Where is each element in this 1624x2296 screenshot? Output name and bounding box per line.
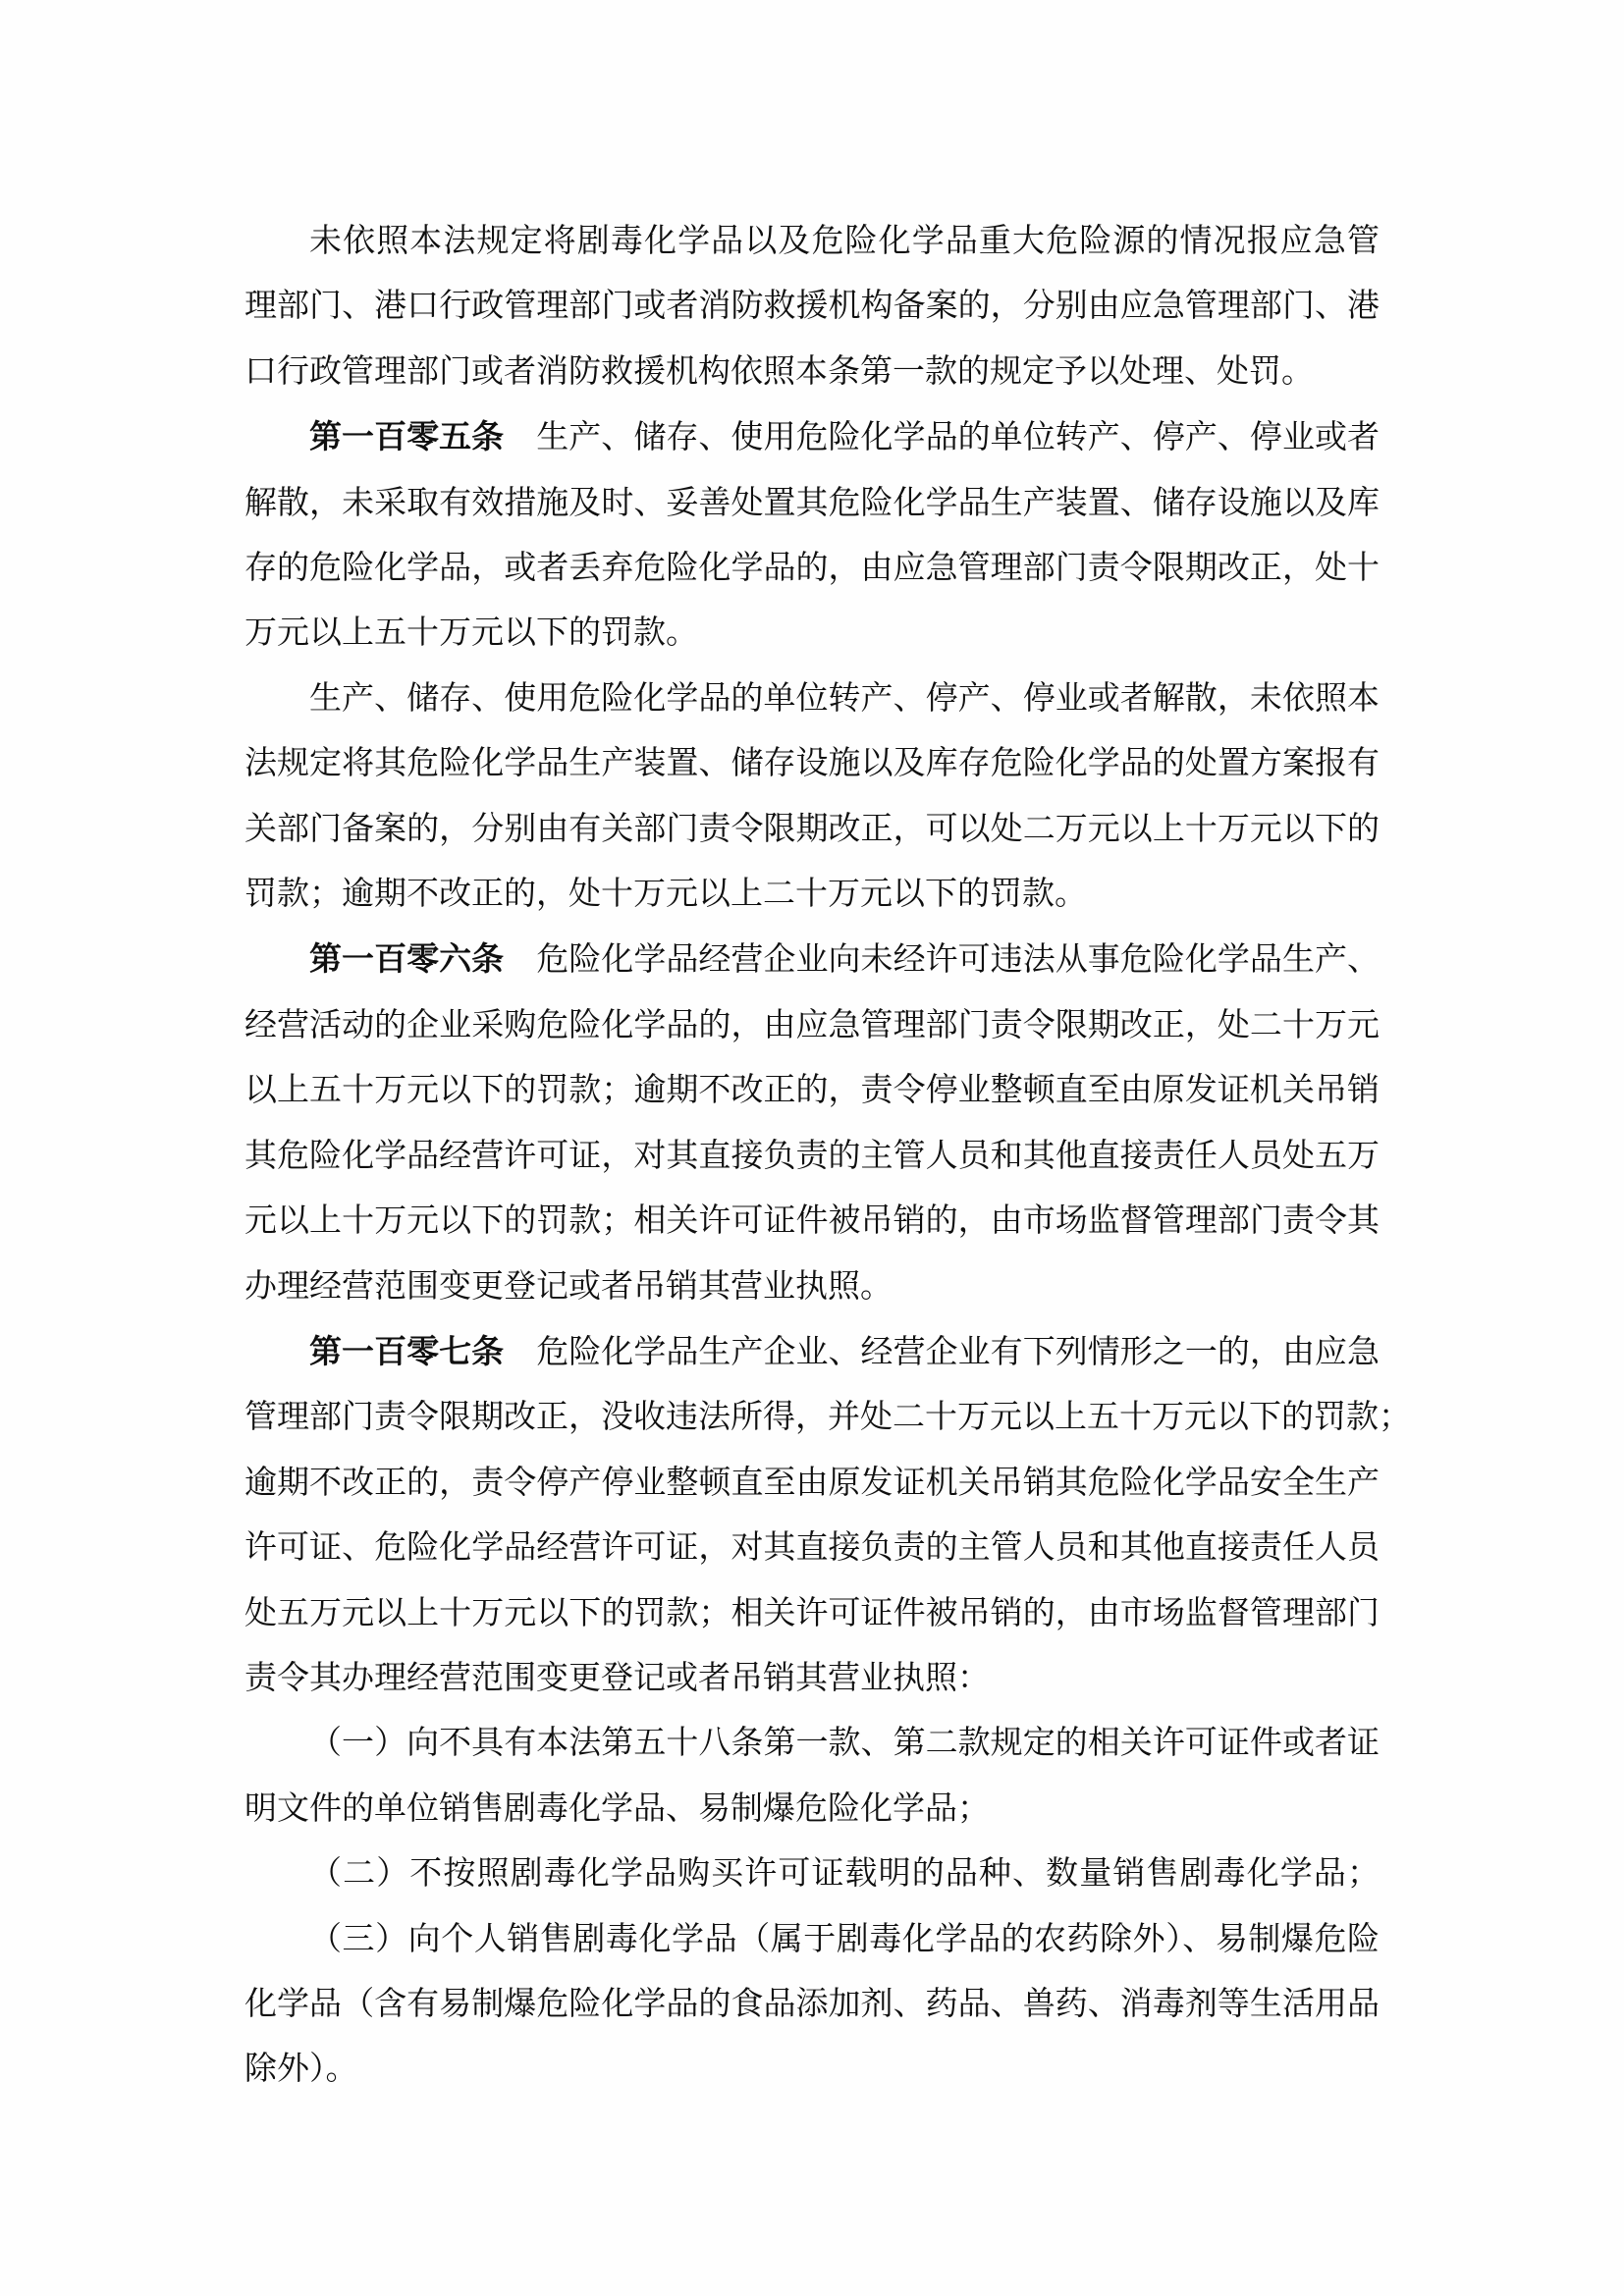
line-text: 理部门、港口行政管理部门或者消防救援机构备案的，分别由应急管理部门、港 (244, 289, 1380, 325)
line-text: 元以上十万元以下的罚款；相关许可证件被吊销的，由市场监督管理部门责令其 (244, 1203, 1380, 1240)
document-line (244, 1189, 1380, 1254)
document-line (244, 797, 1380, 862)
line-text: 逾期不改正的，责令停产停业整顿直至由原发证机关吊销其危险化学品安全生产 (244, 1465, 1380, 1501)
document-line (244, 2037, 1380, 2102)
text-block (244, 209, 1411, 2103)
document-line (244, 731, 1380, 796)
document-line (244, 1907, 1380, 1972)
line-text: 危险化学品经营企业向未经许可违法从事危险化学品生产、 (504, 942, 1380, 979)
line-text: 除外）。 (244, 2052, 358, 2088)
document-line (244, 1972, 1380, 2037)
line-text: 许可证、危险化学品经营许可证，对其直接负责的主管人员和其他直接责任人员 (244, 1530, 1380, 1567)
document-line (244, 340, 1380, 404)
line-text: （一）向不具有本法第五十八条第一款、第二款规定的相关许可证件或者证 (309, 1726, 1380, 1762)
line-text: 关部门备案的，分别由有关部门责令限期改正，可以处二万元以上十万元以下的 (244, 811, 1380, 847)
document-line (244, 1319, 1380, 1385)
line-text: 其危险化学品经营许可证，对其直接负责的主管人员和其他直接责任人员处五万 (244, 1138, 1380, 1174)
document-line (244, 1385, 1411, 1450)
line-text: （二）不按照剧毒化学品购买许可证载明的品种、数量销售剧毒化学品； (309, 1856, 1380, 1893)
line-text: 存的危险化学品，或者丢弃危险化学品的，由应急管理部门责令限期改正，处十 (244, 551, 1380, 587)
line-text: 法规定将其危险化学品生产装置、储存设施以及库存危险化学品的处置方案报有 (244, 746, 1380, 782)
line-text: 明文件的单位销售剧毒化学品、易制爆危险化学品； (244, 1790, 990, 1827)
document-line (244, 1646, 1380, 1711)
document-line (244, 274, 1380, 339)
line-text: 办理经营范围变更登记或者吊销其营业执照。 (244, 1268, 893, 1305)
line-text: 化学品（含有易制爆危险化学品的食品添加剂、药品、兽药、消毒剂等生活用品 (244, 1986, 1380, 2022)
line-text: 罚款；逾期不改正的，处十万元以上二十万元以下的罚款。 (244, 877, 1087, 913)
document-line (244, 1842, 1380, 1906)
document-line (244, 404, 1380, 470)
line-text: 生产、储存、使用危险化学品的单位转产、停产、停业或者解散，未依照本 (309, 680, 1380, 717)
line-text: （三）向个人销售剧毒化学品（属于剧毒化学品的农药除外）、易制爆危险 (309, 1921, 1380, 1957)
line-text: 万元以上五十万元以下的罚款。 (244, 615, 698, 652)
document-line (244, 1124, 1380, 1189)
line-text: 未依照本法规定将剧毒化学品以及危险化学品重大危险源的情况报应急管 (309, 224, 1380, 259)
article-number: 第一百零五条 (309, 418, 505, 455)
line-text: 以上五十万元以下的罚款；逾期不改正的，责令停业整顿直至由原发证机关吊销 (244, 1073, 1380, 1109)
document-line (244, 601, 1380, 666)
document-line (244, 927, 1380, 992)
document-line (244, 1777, 1380, 1842)
document-line (244, 862, 1380, 927)
line-text: 管理部门责令限期改正，没收违法所得，并处二十万元以上五十万元以下的罚款； (244, 1400, 1411, 1436)
document-line (244, 1516, 1380, 1580)
document-line (244, 1255, 1380, 1319)
document-line (244, 1711, 1380, 1776)
document-line (244, 209, 1380, 274)
document-line (244, 667, 1380, 731)
line-text: 经营活动的企业采购危险化学品的，由应急管理部门责令限期改正，处二十万元 (244, 1007, 1380, 1043)
document-line (244, 993, 1380, 1058)
line-text: 生产、储存、使用危险化学品的单位转产、停产、停业或者 (504, 420, 1380, 456)
line-text: 解散，未采取有效措施及时、妥善处置其危险化学品生产装置、储存设施以及库 (244, 485, 1380, 521)
document-line (244, 536, 1380, 601)
line-text: 口行政管理部门或者消防救援机构依照本条第一款的规定予以处理、处罚。 (244, 353, 1314, 390)
article-number: 第一百零七条 (309, 1332, 505, 1369)
article-number: 第一百零六条 (309, 940, 505, 978)
document-line (244, 1058, 1380, 1123)
line-text: 处五万元以上十万元以下的罚款；相关许可证件被吊销的，由市场监督管理部门 (244, 1595, 1380, 1631)
document-line (244, 1581, 1380, 1646)
document-line (244, 471, 1380, 536)
document-line (244, 1451, 1380, 1516)
line-text: 责令其办理经营范围变更登记或者吊销其营业执照： (244, 1660, 990, 1696)
line-text: 危险化学品生产企业、经营企业有下列情形之一的，由应急 (504, 1334, 1380, 1370)
